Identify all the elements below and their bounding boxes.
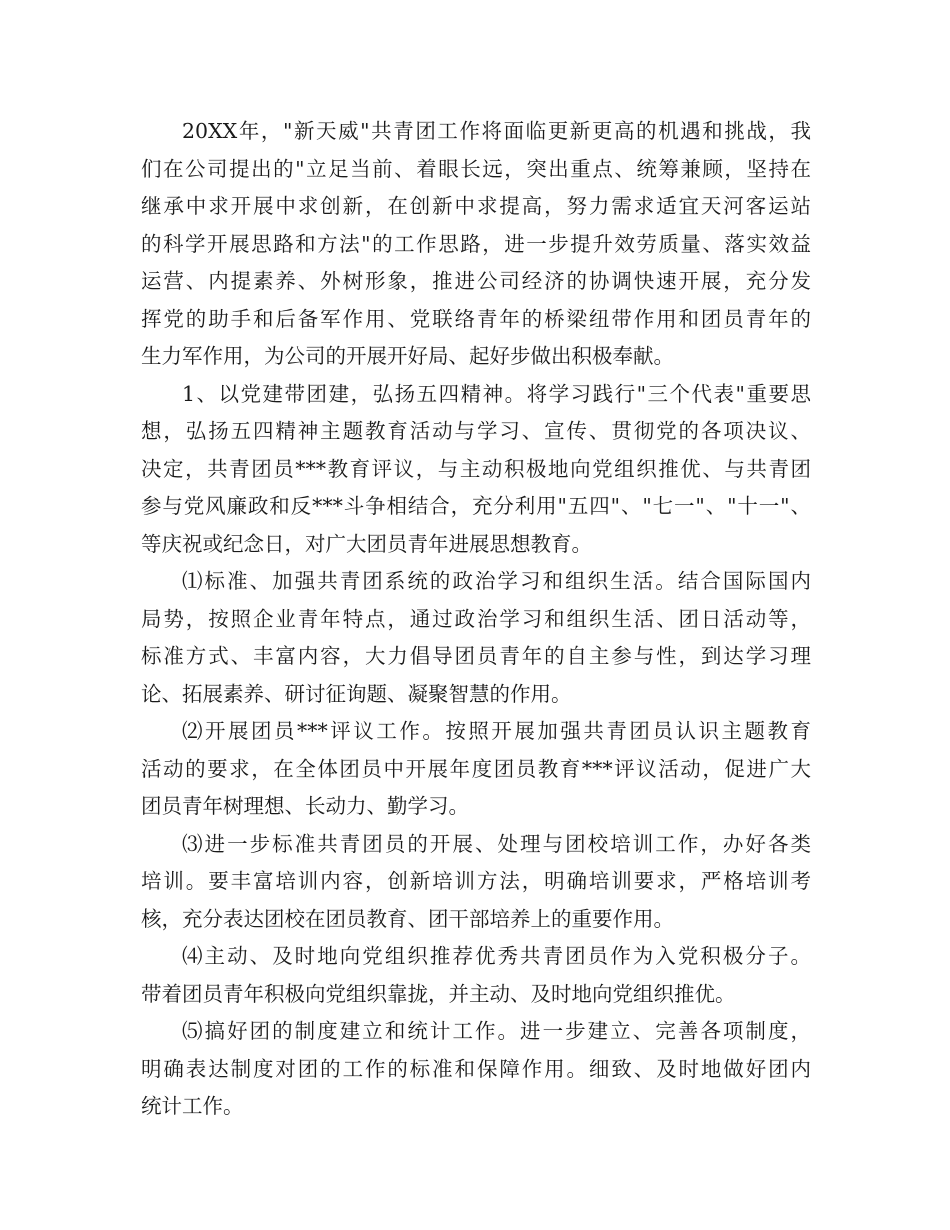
paragraph-line: 想，弘扬五四精神主题教育活动与学习、宣传、贯彻党的各项决议、 [141, 419, 811, 443]
paragraph-line: 等庆祝或纪念日，对广大团员青年进展思想教育。 [141, 531, 592, 556]
document-body [141, 113, 811, 1126]
paragraph-line: 带着团员青年积极向党组织靠拢，并主动、及时地向党组织推优。 [141, 981, 736, 1006]
paragraph-line: 运营、内提素养、外树形象，推进公司经济的协调快速开展，充分发 [141, 269, 811, 293]
paragraph-line: 们在公司提出的"立足当前、着眼长远，突出重点、统筹兼顾，坚持在 [141, 156, 811, 181]
paragraph-line: 培训。要丰富培训内容，创新培训方法，明确培训要求，严格培训考 [141, 869, 811, 893]
paragraph-line: 的科学开展思路和方法"的工作思路，进一步提升效劳质量、落实效益 [141, 231, 811, 256]
paragraph-first-line: ⑷主动、及时地向党组织推荐优秀共青团员作为入党积极分子。 [182, 944, 811, 968]
paragraph-line: 生力军作用，为公司的开展开好局、起好步做出积极奉献。 [141, 344, 674, 368]
paragraph-first-line: ⑴标准、加强共青团系统的政治学习和组织生活。结合国际国内 [182, 569, 811, 593]
paragraph-first-line: ⑵开展团员***评议工作。按照开展加强共青团员认识主题教育 [182, 719, 811, 743]
paragraph-line: 挥党的助手和后备军作用、党联络青年的桥梁纽带作用和团员青年的 [141, 306, 811, 331]
paragraph-line: 参与党风廉政和反***斗争相结合，充分利用"五四"、"七一"、"十一"、 [141, 494, 811, 518]
paragraph-line: 核，充分表达团校在团员教育、团干部培养上的重要作用。 [141, 906, 674, 931]
paragraph-line: 继承中求开展中求创新，在创新中求提高，努力需求适宜天河客运站 [141, 194, 811, 218]
paragraph-line: 论、拓展素养、研讨征询题、凝聚智慧的作用。 [141, 681, 572, 706]
paragraph-line: 决定，共青团员***教育评议，与主动积极地向党组织推优、与共青团 [141, 456, 811, 481]
paragraph-line: 标准方式、丰富内容，大力倡导团员青年的自主参与性，到达学习理 [141, 644, 811, 668]
paragraph-first-line: 20XX年，"新天威"共青团工作将面临更新更高的机遇和挑战，我 [182, 119, 811, 143]
paragraph-line: 活动的要求，在全体团员中开展年度团员教育***评议活动，促进广大 [141, 756, 811, 781]
paragraph-first-line: ⑸搞好团的制度建立和统计工作。进一步建立、完善各项制度， [182, 1019, 811, 1043]
paragraph-line: 局势，按照企业青年特点，通过政治学习和组织生活、团日活动等， [141, 606, 811, 631]
paragraph-line: 团员青年树理想、长动力、勤学习。 [141, 794, 469, 818]
paragraph-first-line: 1、以党建带团建，弘扬五四精神。将学习践行"三个代表"重要思 [182, 381, 811, 406]
paragraph-first-line: ⑶进一步标准共青团员的开展、处理与团校培训工作，办好各类 [182, 831, 811, 856]
paragraph-line: 统计工作。 [141, 1094, 244, 1118]
paragraph-line: 明确表达制度对团的工作的标准和保障作用。细致、及时地做好团内 [141, 1056, 811, 1081]
